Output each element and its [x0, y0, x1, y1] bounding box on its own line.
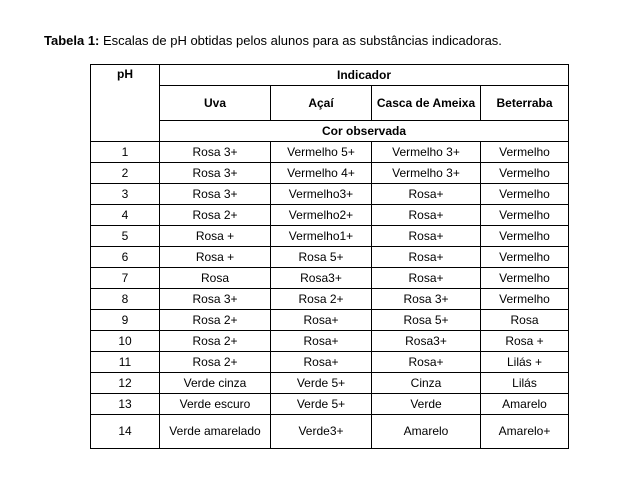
color-cell: Lilás +	[481, 352, 569, 373]
ph-value-cell: 10	[91, 331, 160, 352]
ph-value-cell: 4	[91, 205, 160, 226]
color-cell: Verde escuro	[160, 394, 271, 415]
color-cell: Vermelho	[481, 226, 569, 247]
color-cell: Rosa+	[372, 247, 481, 268]
color-cell: Vermelho 3+	[372, 142, 481, 163]
color-cell: Rosa3+	[271, 268, 372, 289]
indicator-header-uva: Uva	[160, 86, 271, 121]
caption-text: Escalas de pH obtidas pelos alunos para as substâncias indicadoras.	[103, 33, 502, 48]
ph-value-cell: 6	[91, 247, 160, 268]
table-row	[91, 352, 569, 373]
color-cell: Rosa +	[481, 331, 569, 352]
table-body	[91, 142, 569, 449]
color-cell: Amarelo	[372, 415, 481, 449]
color-cell: Rosa 5+	[372, 310, 481, 331]
color-cell: Vermelho	[481, 205, 569, 226]
color-cell: Vermelho	[481, 184, 569, 205]
color-cell: Vermelho3+	[271, 184, 372, 205]
color-cell: Vermelho 5+	[271, 142, 372, 163]
color-cell: Rosa+	[271, 331, 372, 352]
color-cell: Verde	[372, 394, 481, 415]
color-cell: Vermelho1+	[271, 226, 372, 247]
ph-value-cell: 1	[91, 142, 160, 163]
color-cell: Verde3+	[271, 415, 372, 449]
table-row	[91, 289, 569, 310]
color-cell: Amarelo+	[481, 415, 569, 449]
color-cell: Vermelho	[481, 163, 569, 184]
color-cell: Rosa +	[160, 226, 271, 247]
ph-value-cell: 2	[91, 163, 160, 184]
table-row	[91, 415, 569, 449]
color-cell: Vermelho	[481, 289, 569, 310]
color-cell: Rosa 3+	[372, 289, 481, 310]
color-cell: Rosa 3+	[160, 163, 271, 184]
ph-column-header: pH	[91, 65, 160, 142]
ph-value-cell: 9	[91, 310, 160, 331]
color-cell: Vermelho	[481, 268, 569, 289]
color-cell: Rosa 5+	[271, 247, 372, 268]
ph-value-cell: 13	[91, 394, 160, 415]
table-row	[91, 226, 569, 247]
table-row	[91, 373, 569, 394]
color-cell: Rosa+	[372, 205, 481, 226]
table-row	[91, 205, 569, 226]
table-row	[91, 142, 569, 163]
color-cell: Rosa+	[372, 226, 481, 247]
color-cell: Amarelo	[481, 394, 569, 415]
ph-value-cell: 14	[91, 415, 160, 449]
color-cell: Rosa 2+	[160, 331, 271, 352]
color-cell: Rosa 2+	[160, 205, 271, 226]
table-row	[91, 163, 569, 184]
color-cell: Rosa 2+	[160, 310, 271, 331]
color-cell: Verde 5+	[271, 394, 372, 415]
table-row	[91, 310, 569, 331]
color-cell: Vermelho	[481, 142, 569, 163]
color-cell: Rosa 2+	[271, 289, 372, 310]
ph-value-cell: 7	[91, 268, 160, 289]
indicator-header-beterraba: Beterraba	[481, 86, 569, 121]
ph-value-cell: 8	[91, 289, 160, 310]
caption-label: Tabela 1:	[44, 33, 100, 48]
color-cell: Rosa	[160, 268, 271, 289]
color-cell: Rosa+	[372, 352, 481, 373]
color-cell: Verde amarelado	[160, 415, 271, 449]
color-cell: Vermelho2+	[271, 205, 372, 226]
color-cell: Rosa	[481, 310, 569, 331]
color-cell: Verde 5+	[271, 373, 372, 394]
indicator-group-header: Indicador	[160, 65, 569, 86]
color-cell: Rosa +	[160, 247, 271, 268]
color-cell: Rosa+	[372, 268, 481, 289]
color-cell: Cinza	[372, 373, 481, 394]
color-cell: Rosa3+	[372, 331, 481, 352]
color-cell: Vermelho 4+	[271, 163, 372, 184]
ph-scale-table	[90, 64, 569, 449]
observed-color-subheader: Cor observada	[160, 121, 569, 142]
table-row	[91, 184, 569, 205]
color-cell: Rosa 3+	[160, 184, 271, 205]
color-cell: Vermelho 3+	[372, 163, 481, 184]
table-row	[91, 331, 569, 352]
ph-value-cell: 3	[91, 184, 160, 205]
indicator-header-acai: Açaí	[271, 86, 372, 121]
table-row	[91, 268, 569, 289]
table-caption	[44, 33, 502, 49]
color-cell: Lilás	[481, 373, 569, 394]
color-cell: Vermelho	[481, 247, 569, 268]
color-cell: Rosa+	[271, 352, 372, 373]
color-cell: Rosa+	[372, 184, 481, 205]
ph-value-cell: 5	[91, 226, 160, 247]
color-cell: Rosa 2+	[160, 352, 271, 373]
ph-value-cell: 12	[91, 373, 160, 394]
indicator-header-casca-de-ameixa: Casca de Ameixa	[372, 86, 481, 121]
table-row	[91, 247, 569, 268]
color-cell: Rosa+	[271, 310, 372, 331]
color-cell: Verde cinza	[160, 373, 271, 394]
color-cell: Rosa 3+	[160, 289, 271, 310]
color-cell: Rosa 3+	[160, 142, 271, 163]
table-row	[91, 394, 569, 415]
ph-value-cell: 11	[91, 352, 160, 373]
